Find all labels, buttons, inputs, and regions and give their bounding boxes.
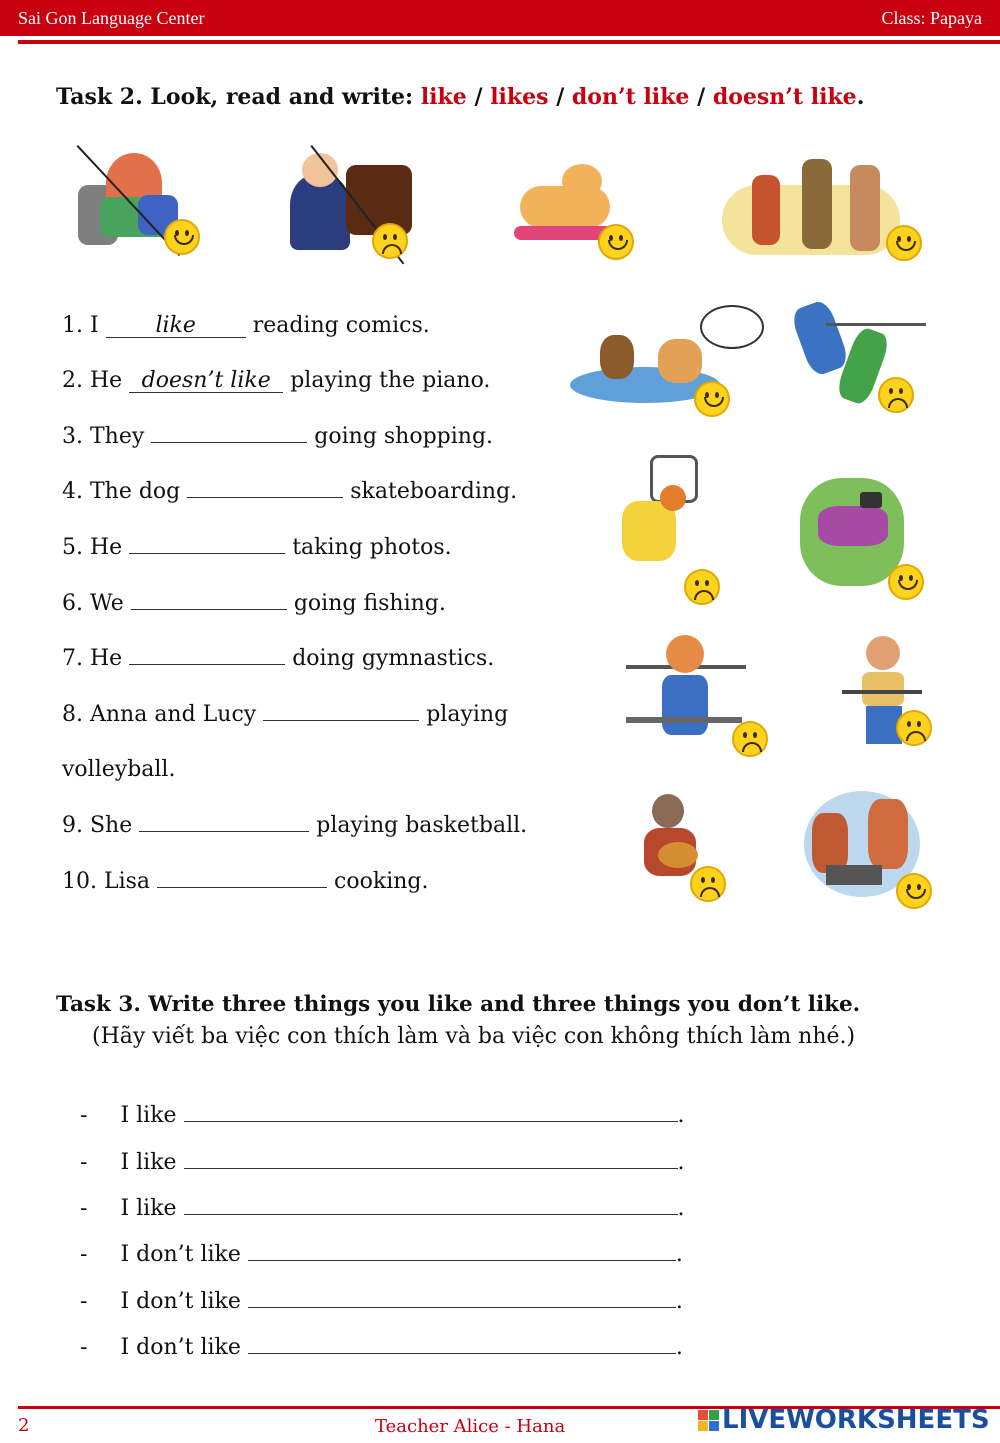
sad-icon	[732, 721, 768, 757]
sad-icon	[690, 866, 726, 902]
sad-icon	[878, 377, 914, 413]
answer-field[interactable]	[248, 1242, 676, 1261]
smile-icon	[886, 225, 922, 261]
question-text: taking photos.	[292, 535, 452, 560]
item-period: .	[677, 1103, 685, 1128]
question-7	[62, 646, 494, 671]
option-like: like	[420, 84, 467, 110]
question-5	[62, 535, 452, 560]
separator: /	[697, 84, 706, 110]
item-period: .	[675, 1289, 683, 1314]
question-text: going shopping.	[314, 424, 494, 449]
answer-field[interactable]	[184, 1103, 678, 1122]
sad-icon	[896, 710, 932, 746]
answer-field[interactable]	[184, 1150, 678, 1169]
question-number: 3. They	[62, 424, 145, 449]
item-period: .	[675, 1335, 683, 1360]
answer-field[interactable]	[131, 591, 287, 610]
question-6	[62, 591, 446, 616]
smile-icon	[896, 873, 932, 909]
task3-item-5	[80, 1289, 683, 1314]
item-text: I don’t like	[120, 1289, 241, 1314]
bullet-dash: -	[80, 1289, 88, 1314]
answer-field[interactable]	[139, 813, 309, 832]
question-8	[62, 702, 508, 727]
picture-taking-photos	[800, 478, 925, 600]
question-1	[62, 313, 430, 338]
picture-reading-comics	[78, 145, 198, 255]
sad-icon	[684, 569, 720, 605]
answer-field[interactable]	[157, 869, 327, 888]
task2-title	[56, 84, 864, 110]
answer-field[interactable]: doesn’t like	[129, 370, 283, 393]
sad-icon	[372, 223, 408, 259]
bullet-dash: -	[80, 1103, 88, 1128]
smile-icon	[888, 564, 924, 600]
picture-gymnastics	[796, 293, 926, 413]
class-label: Class: Papaya	[881, 8, 982, 28]
task2-title-text: Task 2. Look, read and write:	[56, 84, 414, 110]
question-number: 9. She	[62, 813, 133, 838]
header-rule	[18, 40, 1000, 44]
picture-playing-guitar	[638, 790, 730, 900]
picture-cooking	[626, 635, 766, 757]
answer-field[interactable]	[187, 479, 343, 498]
question-text: cooking.	[334, 869, 429, 894]
option-dont-like: don’t like	[571, 84, 690, 110]
item-text: I like	[120, 1196, 177, 1221]
task3-item-3	[80, 1196, 685, 1221]
picture-playing-chess	[800, 785, 935, 907]
question-number: 8. Anna and Lucy	[62, 702, 257, 727]
item-text: I like	[120, 1103, 177, 1128]
picture-weightlifting	[842, 632, 932, 747]
answer-field[interactable]	[129, 535, 285, 554]
teacher-name: Teacher Alice - Hana	[375, 1416, 566, 1437]
question-text: doing gymnastics.	[292, 646, 495, 671]
question-text: reading comics.	[252, 313, 430, 338]
school-name: Sai Gon Language Center	[18, 8, 205, 28]
bullet-dash: -	[80, 1335, 88, 1360]
question-10	[62, 869, 428, 894]
task3-item-4	[80, 1242, 683, 1267]
answer-field[interactable]	[248, 1289, 676, 1308]
item-period: .	[677, 1196, 685, 1221]
task3-item-2	[80, 1150, 685, 1175]
question-3	[62, 424, 493, 449]
question-9	[62, 813, 527, 838]
smile-icon	[164, 219, 200, 255]
item-text: I don’t like	[120, 1242, 241, 1267]
separator: /	[556, 84, 565, 110]
liveworksheets-brand[interactable]: LIVEWORKSHEETS	[722, 1405, 990, 1435]
question-2	[62, 368, 490, 393]
answer-field[interactable]	[129, 646, 285, 665]
picture-dog-skateboarding	[510, 158, 640, 263]
task3-subtitle: (Hãy viết ba việc con thích làm và ba việc con không thích làm nhé.)	[92, 1024, 856, 1049]
question-text: playing basketball.	[316, 813, 528, 838]
question-8-continued	[62, 757, 175, 782]
smile-icon	[598, 224, 634, 260]
picture-basketball	[600, 455, 725, 605]
answer-field[interactable]	[263, 702, 419, 721]
question-number: 7. He	[62, 646, 123, 671]
item-text: I don’t like	[120, 1335, 241, 1360]
question-text: skateboarding.	[350, 479, 518, 504]
item-text: I like	[120, 1150, 177, 1175]
answer-field[interactable]	[184, 1196, 678, 1215]
question-number: 4. The dog	[62, 479, 181, 504]
answer-field[interactable]	[248, 1335, 676, 1354]
question-number: 5. He	[62, 535, 123, 560]
picture-playing-piano	[290, 145, 420, 255]
question-4	[62, 479, 517, 504]
question-number: 10. Lisa	[62, 869, 151, 894]
question-text: going fishing.	[293, 591, 446, 616]
option-doesnt-like: doesn’t like	[712, 84, 857, 110]
liveworksheets-logo-icon	[698, 1410, 720, 1432]
answer-field[interactable]: like	[106, 315, 246, 338]
task3-item-6	[80, 1335, 683, 1360]
task3-title: Task 3. Write three things you like and three things you don’t like.	[56, 992, 861, 1017]
picture-fishing	[570, 305, 760, 415]
question-number: 2. He	[62, 368, 123, 393]
separator: /	[474, 84, 483, 110]
task3-item-1	[80, 1103, 685, 1128]
answer-field[interactable]	[151, 424, 307, 443]
question-text: playing the piano.	[290, 368, 491, 393]
bullet-dash: -	[80, 1150, 88, 1175]
question-number: 1. I	[62, 313, 99, 338]
question-text: volleyball.	[62, 757, 176, 782]
question-number: 6. We	[62, 591, 124, 616]
question-text: playing	[426, 702, 509, 727]
page-number: 2	[18, 1415, 30, 1436]
option-likes: likes	[490, 84, 549, 110]
item-period: .	[677, 1150, 685, 1175]
bullet-dash: -	[80, 1242, 88, 1267]
item-period: .	[675, 1242, 683, 1267]
title-period: .	[856, 84, 865, 110]
bullet-dash: -	[80, 1196, 88, 1221]
smile-icon	[694, 381, 730, 417]
picture-family-shopping	[722, 155, 922, 263]
